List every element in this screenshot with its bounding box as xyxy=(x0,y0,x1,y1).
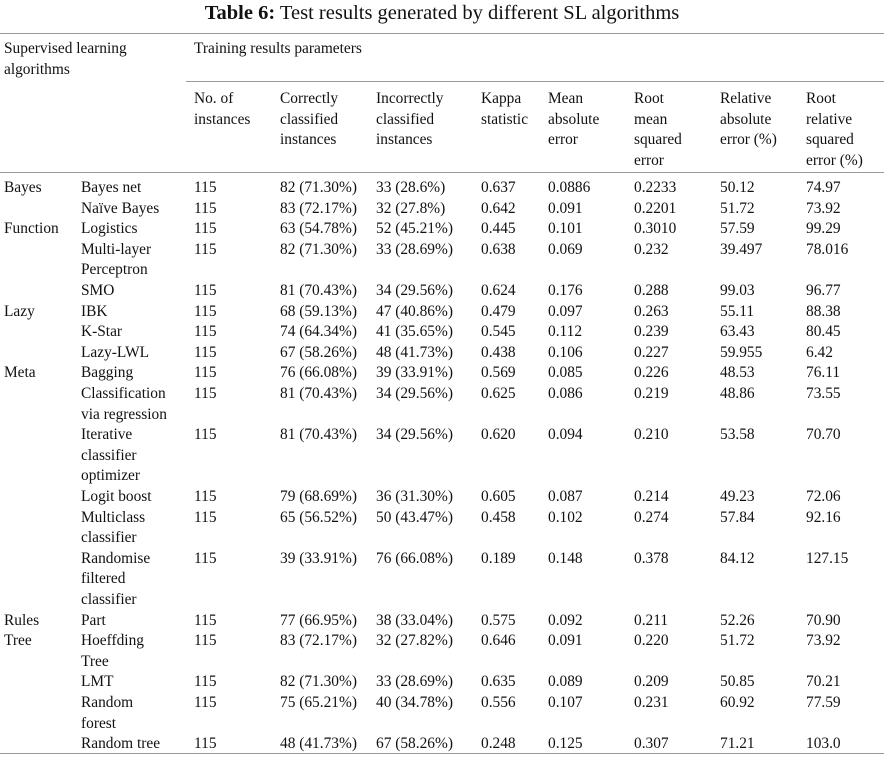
cell-kappa-statistic: 0.635 xyxy=(481,673,516,691)
cell-incorrectly-classified: 47 (40.86%) xyxy=(376,302,453,320)
cell-root-relative-squared-error: 72.06 xyxy=(806,488,841,505)
group-label: Rules xyxy=(4,611,40,629)
cell-root-relative-squared-error: 6.42 xyxy=(806,343,833,361)
cell-incorrectly-classified: 76 (66.08%) xyxy=(376,549,453,567)
algorithm-name: Random forest xyxy=(81,694,134,732)
cell-root-mean-squared-error: 0.220 xyxy=(634,632,669,650)
column-header-mean-absolute-error: Mean absolute error xyxy=(548,90,600,149)
cell-incorrectly-classified: 34 (29.56%) xyxy=(376,385,453,402)
cell-kappa-statistic: 0.642 xyxy=(481,199,516,217)
cell-relative-absolute-error: 39.497 xyxy=(720,240,763,258)
cell-no-of-instances: 115 xyxy=(194,632,217,650)
cell-no-of-instances: 115 xyxy=(194,323,217,341)
table-title: Test results generated by different SL algorithms xyxy=(279,2,680,24)
cell-relative-absolute-error: 55.11 xyxy=(720,302,755,320)
cell-kappa-statistic: 0.637 xyxy=(481,179,516,196)
cell-incorrectly-classified: 50 (43.47%) xyxy=(376,508,453,526)
cell-root-mean-squared-error: 0.288 xyxy=(634,282,669,299)
cell-root-relative-squared-error: 74.97 xyxy=(806,179,841,196)
cell-incorrectly-classified: 38 (33.04%) xyxy=(376,611,453,629)
table-caption xyxy=(0,0,884,30)
cell-mean-absolute-error: 0.087 xyxy=(548,488,583,505)
cell-incorrectly-classified: 33 (28.69%) xyxy=(376,240,453,258)
cell-incorrectly-classified: 36 (31.30%) xyxy=(376,488,453,505)
cell-kappa-statistic: 0.620 xyxy=(481,426,516,444)
column-header-root-mean-squared-error: Root mean squared error xyxy=(634,90,682,169)
cell-root-mean-squared-error: 0.232 xyxy=(634,240,669,258)
cell-root-mean-squared-error: 0.239 xyxy=(634,323,669,341)
cell-kappa-statistic: 0.646 xyxy=(481,632,516,650)
cell-correctly-classified: 81 (70.43%) xyxy=(280,282,357,299)
cell-root-relative-squared-error: 92.16 xyxy=(806,508,841,526)
column-header-incorrectly-classified: Incorrectly classified instances xyxy=(376,90,444,149)
cell-root-mean-squared-error: 0.274 xyxy=(634,508,669,526)
cell-kappa-statistic: 0.575 xyxy=(481,611,516,629)
cell-no-of-instances: 115 xyxy=(194,694,217,711)
group-label: Meta xyxy=(4,364,36,382)
cell-relative-absolute-error: 71.21 xyxy=(720,735,755,753)
cell-root-relative-squared-error: 77.59 xyxy=(806,694,841,711)
cell-root-relative-squared-error: 73.55 xyxy=(806,385,841,402)
algorithm-name: Lazy-LWL xyxy=(81,343,150,361)
algorithm-name: Iterative classifier optimizer xyxy=(81,426,140,485)
cell-kappa-statistic: 0.625 xyxy=(481,385,516,402)
cell-mean-absolute-error: 0.106 xyxy=(548,343,583,361)
cell-root-mean-squared-error: 0.214 xyxy=(634,488,669,505)
group-label: Lazy xyxy=(4,302,35,320)
cell-mean-absolute-error: 0.148 xyxy=(548,549,583,567)
cell-root-mean-squared-error: 0.2233 xyxy=(634,179,677,196)
params-title: Training results parameters xyxy=(194,40,362,57)
cell-kappa-statistic: 0.438 xyxy=(481,343,516,361)
column-header-relative-absolute-error: Relative absolute error (%) xyxy=(720,90,777,149)
cell-root-relative-squared-error: 99.29 xyxy=(806,220,841,238)
cell-mean-absolute-error: 0.107 xyxy=(548,694,583,711)
cell-no-of-instances: 115 xyxy=(194,611,217,629)
cell-mean-absolute-error: 0.125 xyxy=(548,735,583,753)
cell-no-of-instances: 115 xyxy=(194,220,217,238)
cell-kappa-statistic: 0.479 xyxy=(481,302,516,320)
cell-kappa-statistic: 0.545 xyxy=(481,323,516,341)
cell-mean-absolute-error: 0.0886 xyxy=(548,179,591,196)
algorithm-name: K-Star xyxy=(81,323,123,341)
algorithm-name: Part xyxy=(81,611,106,629)
cell-root-relative-squared-error: 103.0 xyxy=(806,735,841,753)
cell-correctly-classified: 67 (58.26%) xyxy=(280,343,357,361)
cell-root-relative-squared-error: 73.92 xyxy=(806,632,841,650)
algorithm-name: Bayes net xyxy=(81,179,142,196)
cell-kappa-statistic: 0.458 xyxy=(481,508,516,526)
cell-correctly-classified: 82 (71.30%) xyxy=(280,673,357,691)
cell-relative-absolute-error: 57.59 xyxy=(720,220,755,238)
cell-mean-absolute-error: 0.089 xyxy=(548,673,583,691)
cell-relative-absolute-error: 51.72 xyxy=(720,199,755,217)
cell-incorrectly-classified: 32 (27.82%) xyxy=(376,632,453,650)
algorithm-name: LMT xyxy=(81,673,114,691)
cell-no-of-instances: 115 xyxy=(194,240,217,258)
cell-root-relative-squared-error: 96.77 xyxy=(806,282,841,299)
group-label: Bayes xyxy=(4,179,42,196)
cell-relative-absolute-error: 51.72 xyxy=(720,632,755,650)
cell-relative-absolute-error: 63.43 xyxy=(720,323,755,341)
cell-no-of-instances: 115 xyxy=(194,385,217,402)
cell-relative-absolute-error: 49.23 xyxy=(720,488,755,505)
algorithm-name: Hoeffding Tree xyxy=(81,632,144,670)
cell-incorrectly-classified: 52 (45.21%) xyxy=(376,220,453,238)
cell-correctly-classified: 68 (59.13%) xyxy=(280,302,357,320)
algorithm-name: Naïve Bayes xyxy=(81,199,160,217)
cell-correctly-classified: 63 (54.78%) xyxy=(280,220,357,238)
cell-relative-absolute-error: 84.12 xyxy=(720,549,755,567)
cell-correctly-classified: 77 (66.95%) xyxy=(280,611,357,629)
cell-correctly-classified: 83 (72.17%) xyxy=(280,199,357,217)
cell-incorrectly-classified: 67 (58.26%) xyxy=(376,735,453,753)
column-header-no-of-instances: No. of instances xyxy=(194,90,251,128)
cell-root-mean-squared-error: 0.226 xyxy=(634,364,669,382)
cell-relative-absolute-error: 50.85 xyxy=(720,673,755,691)
cell-relative-absolute-error: 52.26 xyxy=(720,611,755,629)
algorithm-name: SMO xyxy=(81,282,115,299)
cell-mean-absolute-error: 0.069 xyxy=(548,240,583,258)
cell-no-of-instances: 115 xyxy=(194,549,217,567)
table-label: Table 6: xyxy=(204,2,276,24)
cell-incorrectly-classified: 32 (27.8%) xyxy=(376,199,446,217)
cell-relative-absolute-error: 60.92 xyxy=(720,694,755,711)
cell-mean-absolute-error: 0.086 xyxy=(548,385,583,402)
cell-kappa-statistic: 0.556 xyxy=(481,694,516,711)
column-header-kappa-statistic: Kappa statistic xyxy=(481,90,529,128)
cell-kappa-statistic: 0.624 xyxy=(481,282,516,299)
cell-mean-absolute-error: 0.101 xyxy=(548,220,583,238)
cell-correctly-classified: 48 (41.73%) xyxy=(280,735,357,753)
cell-no-of-instances: 115 xyxy=(194,508,217,526)
cell-correctly-classified: 74 (64.34%) xyxy=(280,323,357,341)
cell-root-relative-squared-error: 70.70 xyxy=(806,426,841,444)
column-header-correctly-classified: Correctly classified instances xyxy=(280,90,339,149)
cell-kappa-statistic: 0.248 xyxy=(481,735,516,753)
cell-incorrectly-classified: 48 (41.73%) xyxy=(376,343,453,361)
cell-kappa-statistic: 0.445 xyxy=(481,220,516,238)
algorithm-name: Randomise filtered classifier xyxy=(81,549,151,608)
cell-mean-absolute-error: 0.094 xyxy=(548,426,583,444)
cell-mean-absolute-error: 0.091 xyxy=(548,199,583,217)
cell-no-of-instances: 115 xyxy=(194,364,217,382)
algorithm-name: Bagging xyxy=(81,364,134,382)
cell-mean-absolute-error: 0.102 xyxy=(548,508,583,526)
cell-no-of-instances: 115 xyxy=(194,488,217,505)
cell-correctly-classified: 39 (33.91%) xyxy=(280,549,357,567)
cell-relative-absolute-error: 48.86 xyxy=(720,385,755,402)
cell-root-mean-squared-error: 0.227 xyxy=(634,343,669,361)
cell-root-relative-squared-error: 73.92 xyxy=(806,199,841,217)
cell-mean-absolute-error: 0.112 xyxy=(548,323,583,341)
cell-no-of-instances: 115 xyxy=(194,282,217,299)
group-column-header: Supervised learning algorithms xyxy=(4,40,127,78)
cell-relative-absolute-error: 53.58 xyxy=(720,426,755,444)
cell-relative-absolute-error: 99.03 xyxy=(720,282,755,299)
cell-incorrectly-classified: 39 (33.91%) xyxy=(376,364,453,382)
cell-no-of-instances: 115 xyxy=(194,673,217,691)
cell-no-of-instances: 115 xyxy=(194,343,217,361)
cell-root-relative-squared-error: 70.90 xyxy=(806,611,841,629)
params-rule xyxy=(186,81,884,82)
cell-correctly-classified: 82 (71.30%) xyxy=(280,179,357,196)
cell-kappa-statistic: 0.569 xyxy=(481,364,516,382)
cell-relative-absolute-error: 50.12 xyxy=(720,179,755,196)
cell-kappa-statistic: 0.638 xyxy=(481,240,516,258)
group-label: Function xyxy=(4,220,59,238)
top-rule xyxy=(0,33,884,34)
cell-mean-absolute-error: 0.091 xyxy=(548,632,583,650)
algorithm-name: Classification via regression xyxy=(81,385,167,423)
cell-root-relative-squared-error: 88.38 xyxy=(806,302,841,320)
cell-mean-absolute-error: 0.097 xyxy=(548,302,583,320)
cell-relative-absolute-error: 48.53 xyxy=(720,364,755,382)
cell-kappa-statistic: 0.189 xyxy=(481,549,516,567)
cell-incorrectly-classified: 34 (29.56%) xyxy=(376,426,453,444)
cell-root-relative-squared-error: 76.11 xyxy=(806,364,841,382)
algorithm-name: IBK xyxy=(81,302,108,320)
header-rule xyxy=(0,172,884,173)
algorithm-name: Logit boost xyxy=(81,488,152,505)
cell-correctly-classified: 79 (68.69%) xyxy=(280,488,357,505)
cell-root-mean-squared-error: 0.231 xyxy=(634,694,669,711)
algorithm-name: Multi-layer Perceptron xyxy=(81,240,152,279)
cell-correctly-classified: 81 (70.43%) xyxy=(280,426,357,444)
cell-incorrectly-classified: 41 (35.65%) xyxy=(376,323,453,341)
cell-root-mean-squared-error: 0.2201 xyxy=(634,199,677,217)
cell-incorrectly-classified: 34 (29.56%) xyxy=(376,282,453,299)
cell-root-mean-squared-error: 0.209 xyxy=(634,673,669,691)
cell-root-relative-squared-error: 80.45 xyxy=(806,323,841,341)
column-header-root-relative-squared-error: Root relative squared error (%) xyxy=(806,90,863,169)
cell-correctly-classified: 83 (72.17%) xyxy=(280,632,357,650)
cell-mean-absolute-error: 0.085 xyxy=(548,364,583,382)
cell-root-mean-squared-error: 0.211 xyxy=(634,611,669,629)
algorithm-name: Multiclass classifier xyxy=(81,508,146,547)
cell-correctly-classified: 75 (65.21%) xyxy=(280,694,357,711)
cell-root-mean-squared-error: 0.219 xyxy=(634,385,669,402)
cell-relative-absolute-error: 59.955 xyxy=(720,343,763,361)
cell-no-of-instances: 115 xyxy=(194,302,217,320)
cell-no-of-instances: 115 xyxy=(194,426,217,444)
cell-root-mean-squared-error: 0.378 xyxy=(634,549,669,567)
cell-correctly-classified: 81 (70.43%) xyxy=(280,385,357,402)
group-label: Tree xyxy=(4,632,32,650)
cell-mean-absolute-error: 0.092 xyxy=(548,611,583,629)
cell-root-mean-squared-error: 0.3010 xyxy=(634,220,677,238)
cell-mean-absolute-error: 0.176 xyxy=(548,282,583,299)
cell-correctly-classified: 65 (56.52%) xyxy=(280,508,357,526)
cell-incorrectly-classified: 40 (34.78%) xyxy=(376,694,453,711)
cell-incorrectly-classified: 33 (28.6%) xyxy=(376,179,446,196)
cell-correctly-classified: 82 (71.30%) xyxy=(280,240,357,258)
cell-correctly-classified: 76 (66.08%) xyxy=(280,364,357,382)
cell-kappa-statistic: 0.605 xyxy=(481,488,516,505)
cell-incorrectly-classified: 33 (28.69%) xyxy=(376,673,453,691)
cell-no-of-instances: 115 xyxy=(194,735,217,753)
algorithm-name: Random tree xyxy=(81,735,161,753)
cell-root-relative-squared-error: 70.21 xyxy=(806,673,841,691)
cell-root-relative-squared-error: 127.15 xyxy=(806,549,849,567)
cell-root-mean-squared-error: 0.307 xyxy=(634,735,669,753)
cell-relative-absolute-error: 57.84 xyxy=(720,508,755,526)
cell-root-mean-squared-error: 0.263 xyxy=(634,302,669,320)
cell-no-of-instances: 115 xyxy=(194,199,217,217)
cell-root-mean-squared-error: 0.210 xyxy=(634,426,669,444)
cell-root-relative-squared-error: 78.016 xyxy=(806,240,849,258)
algorithm-name: Logistics xyxy=(81,220,138,238)
cell-no-of-instances: 115 xyxy=(194,179,217,196)
